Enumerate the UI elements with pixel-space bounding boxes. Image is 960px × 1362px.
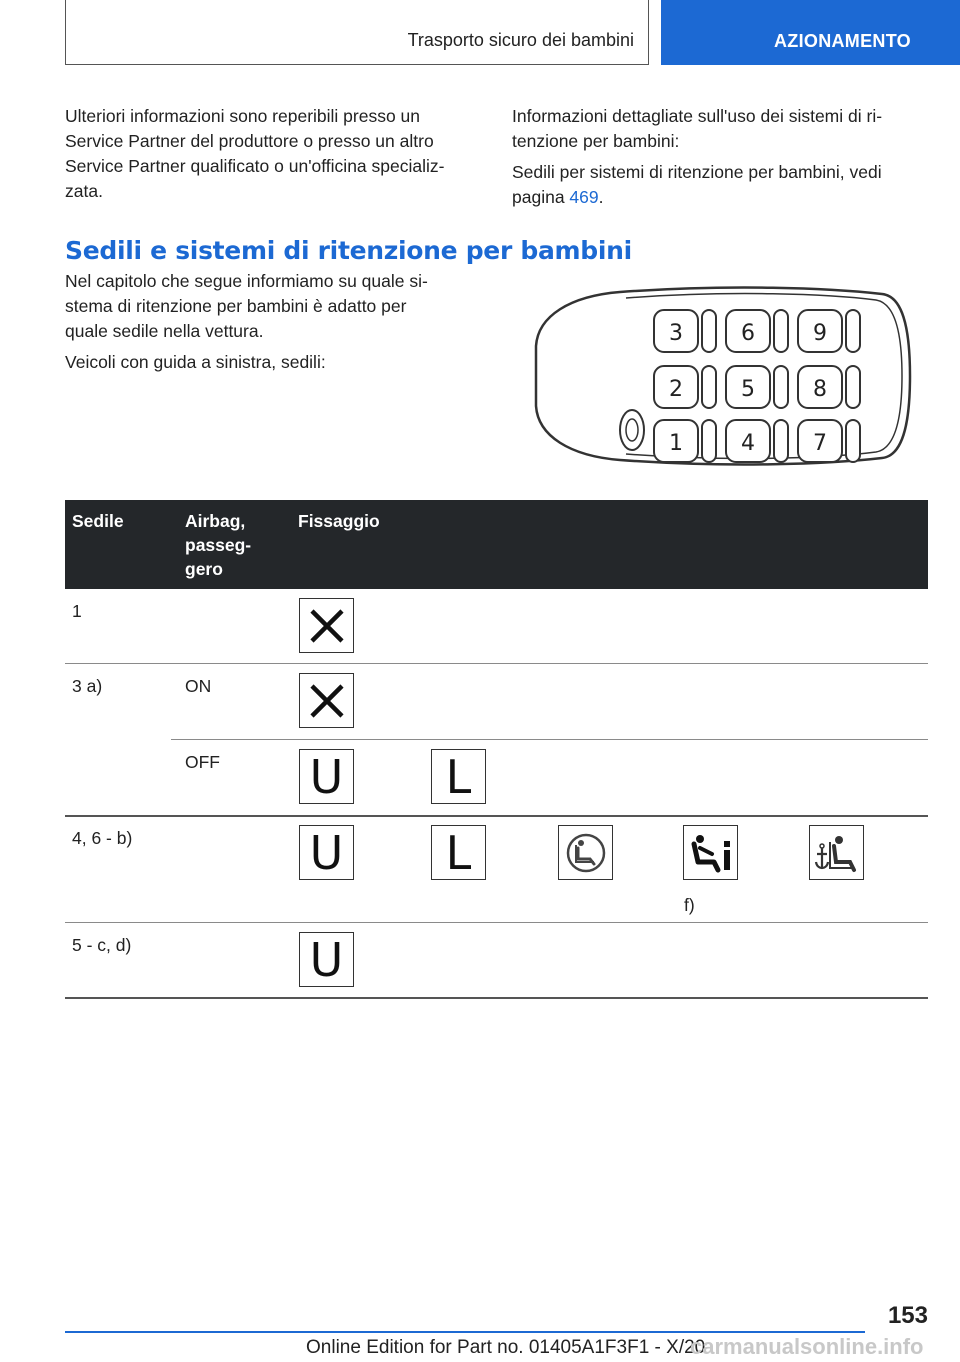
intro-right-paragraph xyxy=(512,104,932,210)
seat-number-label: 6 xyxy=(741,321,755,346)
isofix-i-size-icon xyxy=(683,825,738,880)
text-line: Nel capitolo che segue informiamo su quale si- xyxy=(65,271,428,291)
seat-2 xyxy=(654,366,716,408)
header-airbag xyxy=(185,509,251,581)
seat-number-label: 4 xyxy=(741,431,755,456)
seat-grid xyxy=(654,310,860,462)
semi-universal-l-icon xyxy=(431,749,486,804)
text-line xyxy=(512,185,932,210)
seat-8 xyxy=(798,366,860,408)
header-line: passeg- xyxy=(185,535,252,555)
section-title: AZIONAMENTO xyxy=(774,31,911,51)
chapter-title: Trasporto sicuro dei bambini xyxy=(407,30,634,50)
seat-number-label: 3 xyxy=(669,321,683,346)
section-subtitle: Veicoli con guida a sinistra, sedili: xyxy=(65,352,326,372)
icon-letter: L xyxy=(445,749,472,804)
row-2-seat: 3 a) xyxy=(72,676,103,696)
row-divider xyxy=(65,922,928,923)
row-2-airbag: ON xyxy=(185,676,212,696)
seat-1 xyxy=(654,420,716,462)
universal-u-icon xyxy=(299,749,354,804)
seat-3 xyxy=(654,310,716,352)
steering-wheel-icon xyxy=(620,410,644,450)
row-divider xyxy=(65,663,928,664)
text-line: stema di ritenzione per bambini è adatto per xyxy=(65,296,407,316)
semi-universal-l-icon xyxy=(431,825,486,880)
text-fragment: pagina xyxy=(512,187,570,207)
text-line: Sedili per sistemi di ritenzione per bambini, vedi xyxy=(512,162,882,182)
icon-letter: U xyxy=(309,825,344,880)
seat-number-label: 1 xyxy=(669,431,683,456)
row-divider xyxy=(65,815,928,817)
page-link[interactable]: 469 xyxy=(569,187,599,207)
footer-watermark: carmanualsonline.info xyxy=(690,1334,924,1359)
row-4-seat: 4, 6 - b) xyxy=(72,828,133,848)
header-section-box xyxy=(661,0,960,65)
seat-number-label: 2 xyxy=(669,377,683,402)
seat-number-label: 8 xyxy=(813,377,827,402)
text-line: Service Partner del produttore o presso un altro xyxy=(65,131,434,151)
table-header xyxy=(65,500,928,589)
header-seat: Sedile xyxy=(72,511,124,531)
footer-edition: Online Edition for Part no. 01405A1F3F1 - X/20 xyxy=(306,1337,706,1358)
seat-number-label: 7 xyxy=(813,431,827,456)
table-bottom-rule xyxy=(65,997,928,999)
header-chapter-box xyxy=(65,0,649,65)
seat-layout-diagram xyxy=(530,286,914,466)
text-line: Service Partner qualificato o un'officina specializ- xyxy=(65,156,445,176)
intro-left-paragraph xyxy=(65,104,485,204)
seat-7 xyxy=(798,420,860,462)
row-5-seat: 5 - c, d) xyxy=(72,935,132,955)
child-seat-anchor-icon xyxy=(809,825,864,880)
row-4-note: f) xyxy=(684,895,695,915)
page-number: 153 xyxy=(887,1302,928,1329)
section-heading: Sedili e sistemi di ritenzione per bambini xyxy=(65,236,632,265)
icon-letter: U xyxy=(309,932,344,987)
text-line: Ulteriori informazioni sono reperibili presso un xyxy=(65,106,421,126)
not-permitted-x-icon xyxy=(299,598,354,653)
header-line: gero xyxy=(185,559,223,579)
row-1-seat: 1 xyxy=(72,601,82,621)
seat-number-label: 9 xyxy=(813,321,827,346)
icon-letter: L xyxy=(445,825,472,880)
universal-u-icon xyxy=(299,932,354,987)
seat-4 xyxy=(726,420,788,462)
header-fixing: Fissaggio xyxy=(298,511,380,531)
footer-rule xyxy=(65,1331,865,1333)
text-line: quale sedile nella vettura. xyxy=(65,321,264,341)
seat-number-label: 5 xyxy=(741,377,755,402)
universal-u-icon xyxy=(299,825,354,880)
text-fragment: . xyxy=(598,187,604,207)
not-permitted-x-icon xyxy=(299,673,354,728)
text-line: zata. xyxy=(65,181,103,201)
row-divider xyxy=(171,739,928,740)
row-3-airbag: OFF xyxy=(185,752,220,772)
icon-letter: U xyxy=(309,749,344,804)
child-seat-circle-icon xyxy=(558,825,613,880)
header-line: Airbag, xyxy=(185,511,246,531)
text-line: tenzione per bambini: xyxy=(512,131,680,151)
section-body xyxy=(65,269,485,375)
seat-5 xyxy=(726,366,788,408)
text-line: Informazioni dettagliate sull'uso dei sistemi di ri- xyxy=(512,106,883,126)
seat-6 xyxy=(726,310,788,352)
seat-9 xyxy=(798,310,860,352)
